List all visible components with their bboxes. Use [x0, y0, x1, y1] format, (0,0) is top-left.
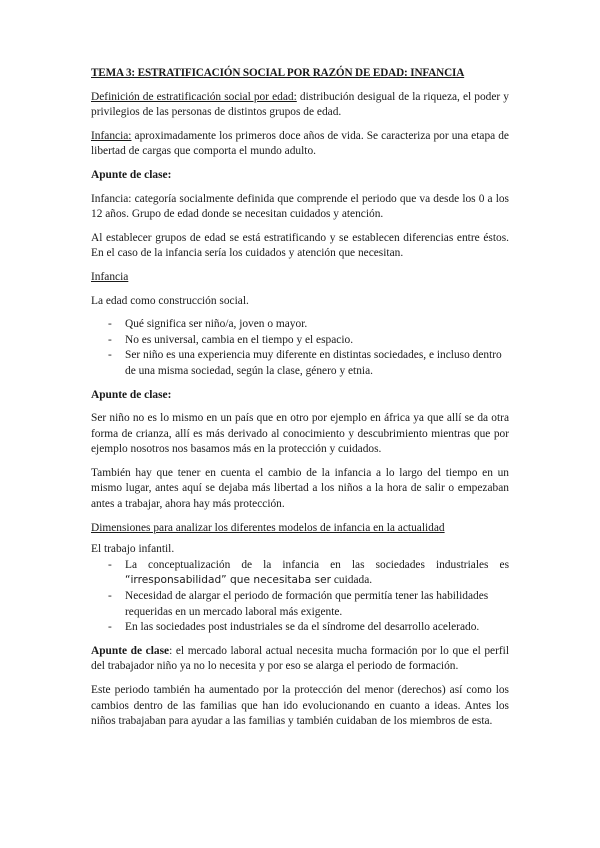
apunte-3-paragraph-2: Este periodo también ha aumentado por la protección del menor (derechos) así como los cambios dentro de las familias que han ido evolucionando en cuanto a ideas. Antes los niños trabajaban para ayudar a las familias y también cuidaban de los miembros de esta. — [91, 684, 509, 728]
dimensiones-list — [91, 558, 509, 636]
definition-paragraph — [91, 90, 509, 121]
list-item-text: La conceptualización de la infancia en las sociedades industriales es — [125, 558, 509, 571]
document-page — [91, 66, 509, 738]
list-item: - Necesidad de alargar el periodo de formación que permitía tener las habilidades requeridas en un mercado laboral más exigente. — [91, 589, 509, 620]
list-item-quote: “irresponsabilidad” que necesitaba ser — [125, 574, 332, 587]
infancia-text: aproximadamente los primeros doce años de vida. Se caracteriza por una etapa de libertad de cargas que comporta el mundo adulto. — [91, 129, 509, 158]
apunte-1-paragraph-2: Al establecer grupos de edad se está estratificando y se establecen diferencias entre éstos. En el caso de la infancia sería los cuidados y atención que necesitan. — [91, 231, 509, 260]
dimensiones-heading: Dimensiones para analizar los diferentes modelos de infancia en la actualidad — [91, 521, 445, 534]
apunte-3-paragraph — [91, 644, 509, 675]
list-item: - No es universal, cambia en el tiempo y el espacio. — [91, 333, 509, 349]
list-item-text: cuidada. — [331, 574, 373, 587]
list-item: - Ser niño es una experiencia muy diferente en distintas sociedades, e incluso dentro de una misma sociedad, según la clase, género y etnia. — [91, 348, 509, 379]
apunte-3-text: : el mercado laboral actual necesita mucha formación por lo que el perfil del trabajador niño ya no lo necesita y por eso se alarga el periodo de formación. — [91, 644, 509, 673]
list-item: - En las sociedades post industriales se da el síndrome del desarrollo acelerado. — [91, 620, 509, 636]
infancia-section-heading: Infancia — [91, 270, 129, 283]
dimensiones-intro: El trabajo infantil. — [91, 543, 175, 556]
apunte-2-paragraph-2: También hay que tener en cuenta el cambio de la infancia a lo largo del tiempo en un mismo lugar, antes aquí se dejaba más libertad a los niños a la hora de salir o empezaban antes a trabajar, ahora hay más protección. — [91, 466, 509, 511]
infancia-section-intro: La edad como construcción social. — [91, 294, 249, 307]
infancia-definition-paragraph — [91, 129, 509, 160]
infancia-list — [91, 317, 509, 379]
apunte-heading-1: Apunte de clase: — [91, 168, 172, 181]
apunte-1-paragraph-1: Infancia: categoría socialmente definida que comprende el periodo que va desde los 0 a los 12 años. Grupo de edad donde se necesitan cuidados y atención. — [91, 192, 509, 221]
list-item — [91, 558, 509, 589]
apunte-heading-3: Apunte de clase — [91, 644, 170, 657]
list-item: - Qué significa ser niño/a, joven o mayor. — [91, 317, 509, 333]
infancia-term: Infancia: — [91, 129, 132, 142]
apunte-2-paragraph-1: Ser niño no es lo mismo en un país que en otro por ejemplo en áfrica ya que allí se da otra forma de crianza, allí es más derivado al conocimiento y descubrimiento mientras que por ejemplo nosotros nos basamos más en la protección y cuidados. — [91, 412, 509, 456]
page-title: TEMA 3: ESTRATIFICACIÓN SOCIAL POR RAZÓN DE EDAD: INFANCIA — [91, 67, 465, 79]
definition-term: Definición de estratificación social por edad: — [91, 90, 297, 103]
apunte-heading-2: Apunte de clase: — [91, 388, 172, 401]
definition-text: distribución desigual de la riqueza, el poder y privilegios de las personas de distintos grupos de edad. — [91, 90, 509, 119]
